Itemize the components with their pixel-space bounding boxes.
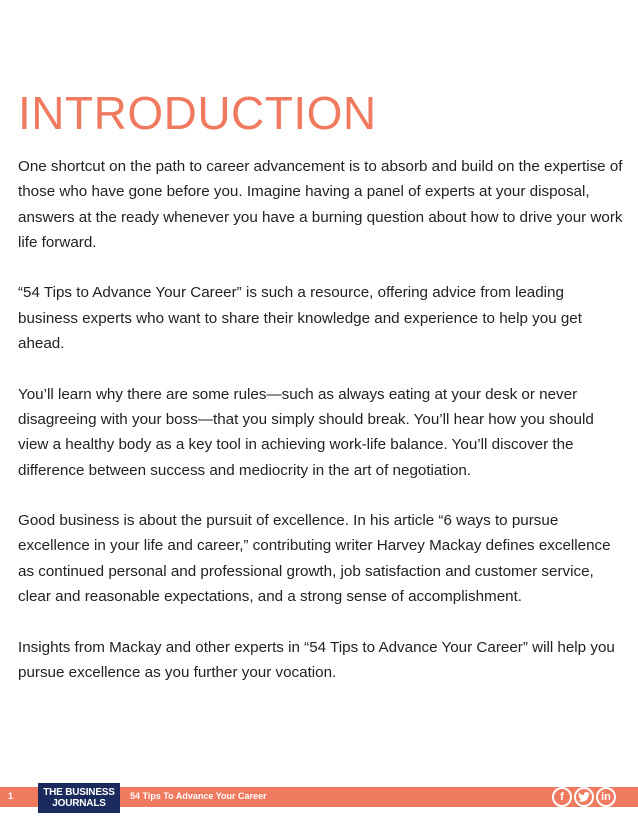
logo-line-1: THE BUSINESS [43, 787, 115, 798]
paragraph: Good business is about the pursuit of excellence. In his article “6 ways to pursue excellence in your life and career,” contributing writer Harvey Mackay defines excellence as continued personal and professional growth, job satisfaction and customer service, clear and reasonable expectations, and a strong sense of accomplishment. [18, 512, 611, 606]
facebook-icon[interactable]: f [552, 787, 572, 807]
twitter-icon[interactable] [574, 787, 594, 807]
paragraph: You’ll learn why there are some rules—such as always eating at your desk or never disagreeing with your boss—that you simply should break. You’ll hear how you should view a healthy body as a key tool in achieving work-life balance. You’ll discover the difference between success and mediocrity in the art of negotiation. [18, 385, 594, 479]
paragraph: “54 Tips to Advance Your Career” is such a resource, offering advice from leading business experts who want to share their knowledge and experience to help you get ahead. [18, 284, 582, 353]
article-body [18, 154, 628, 711]
linkedin-icon[interactable]: in [596, 787, 616, 807]
footer-document-title: 54 Tips To Advance Your Career [130, 791, 267, 801]
business-journals-logo[interactable] [38, 783, 120, 813]
paragraph: Insights from Mackay and other experts in “54 Tips to Advance Your Career” will help you pursue excellence as you further your vocation. [18, 638, 615, 681]
paragraph: One shortcut on the path to career advancement is to absorb and build on the expertise of those who have gone before you. Imagine having a panel of experts at your disposal, answers at the ready whenever you have a burning question about how to drive your work life forward. [18, 158, 623, 251]
logo-line-2: JOURNALS [52, 798, 106, 809]
twitter-bird-icon [578, 792, 590, 802]
page-title: INTRODUCTION [18, 87, 377, 139]
page-number: 1 [8, 791, 14, 801]
